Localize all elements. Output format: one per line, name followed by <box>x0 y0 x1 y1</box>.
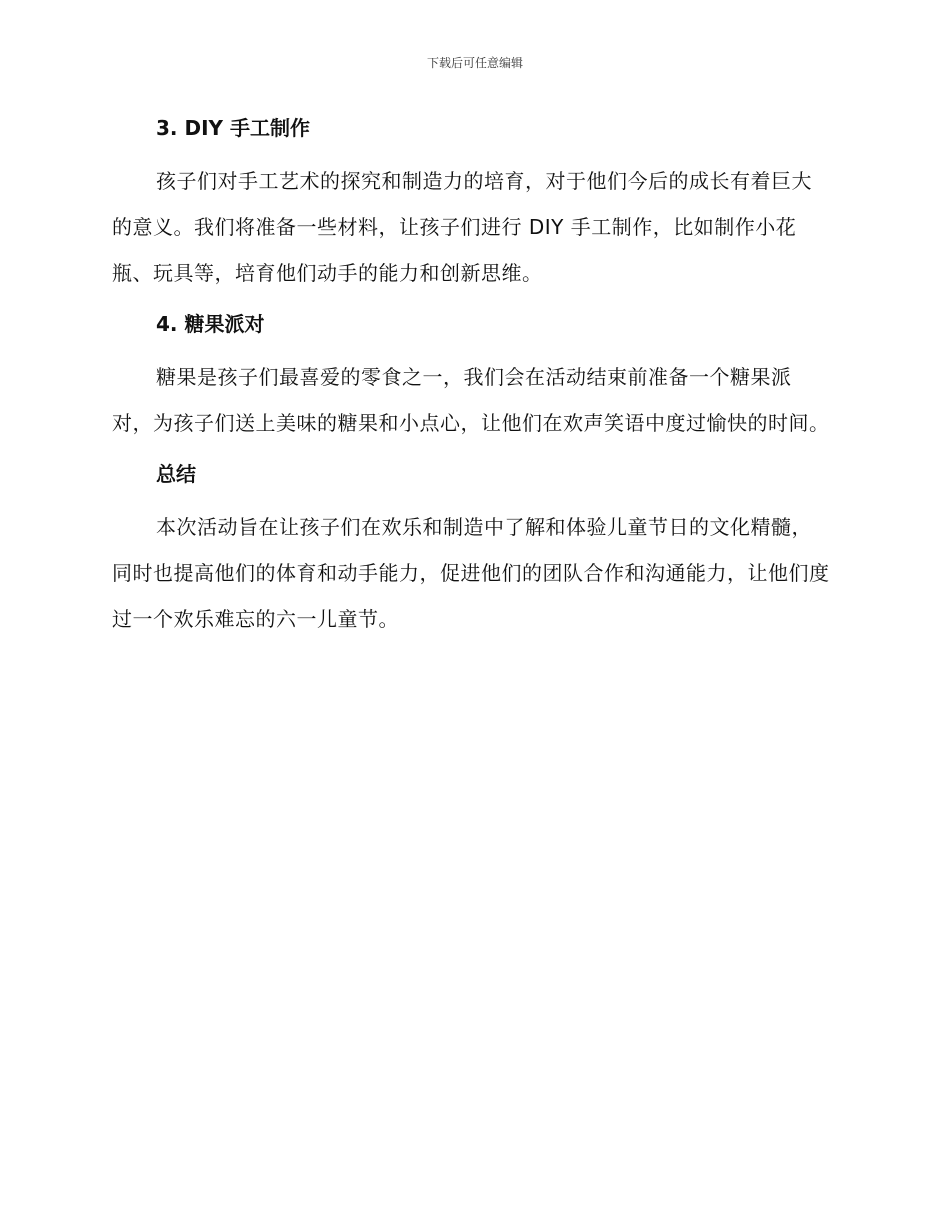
section-paragraph-summary: 本次活动旨在让孩子们在欢乐和制造中了解和体验儿童节日的文化精髓，同时也提高他们的体育和动手能力，促进他们的团队合作和沟通能力，让他们度过一个欢乐难忘的六一儿童节。 <box>112 515 830 631</box>
section-paragraph-diy: 孩子们对手工艺术的探究和制造力的培育，对于他们今后的成长有着巨大的意义。我们将准备一些材料，让孩子们进行 DIY 手工制作，比如制作小花瓶、玩具等，培育他们动手的能力和创新思维。 <box>112 169 812 285</box>
section-paragraph-candy-party: 糖果是孩子们最喜爱的零食之一，我们会在活动结束前准备一个糖果派对，为孩子们送上美味的糖果和小点心，让他们在欢声笑语中度过愉快的时间。 <box>112 365 830 435</box>
document-body <box>112 110 832 642</box>
section-heading-diy: 3. DIY 手工制作 <box>156 116 310 140</box>
header-note: 下载后可任意编辑 <box>426 56 523 70</box>
section-heading-summary: 总结 <box>156 462 196 486</box>
section-heading-candy-party: 4. 糖果派对 <box>156 312 265 336</box>
